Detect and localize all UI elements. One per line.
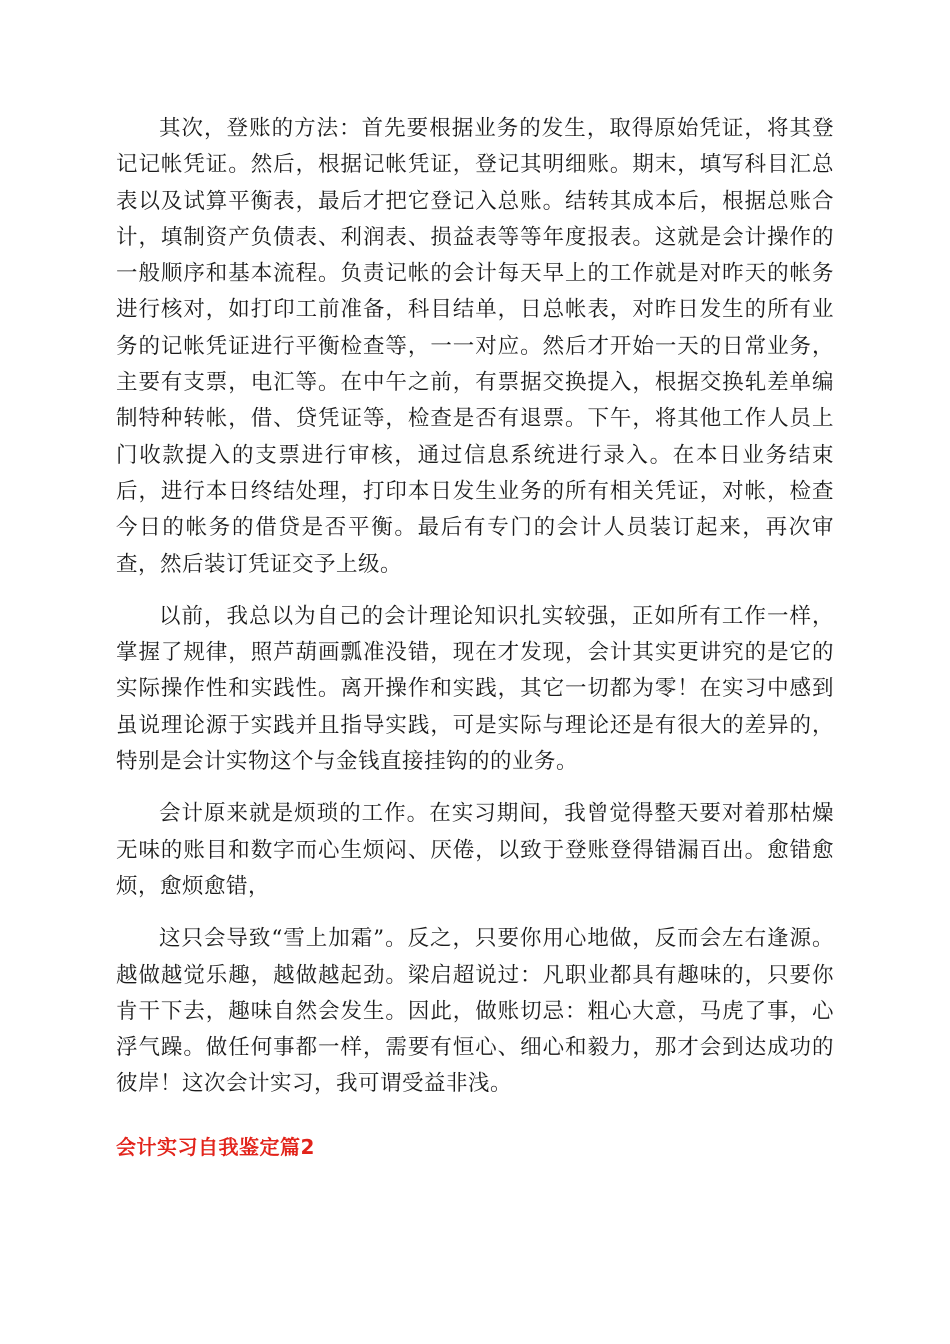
paragraph-bookkeeping-method: 其次，登账的方法：首先要根据业务的发生，取得原始凭证，将其登记记帐凭证。然后，根据记帐凭证，登记其明细账。期末，填写科目汇总表以及试算平衡表，最后才把它登记入总账。结转其成本后，根据总账合计，填制资产负债表、利润表、损益表等等年度报表。这就是会计操作的一般顺序和基本流程。负责记帐的会计每天早上的工作就是对昨天的帐务进行核对，如打印工前准备，科目结单，日总帐表，对昨日发生的所有业务的记帐凭证进行平衡检查等，一一对应。然后才开始一天的日常业务，主要有支票，电汇等。在中午之前，有票据交换提入，根据交换轧差单编制特种转帐，借、贷凭证等，检查是否有退票。下午，将其他工作人员上门收款提入的支票进行审核，通过信息系统进行录入。在本日业务结束后，进行本日终结处理，打印本日发生业务的所有相关凭证，对帐，检查今日的帐务的借贷是否平衡。最后有专门的会计人员装订起来，再次审查，然后装订凭证交予上级。 — [116, 116, 834, 577]
document-body — [116, 111, 834, 1162]
paragraph-theory-vs-practice: 以前，我总以为自己的会计理论知识扎实较强，正如所有工作一样，掌握了规律，照芦葫画瓢准没错，现在才发现，会计其实更讲究的是它的实际操作性和实践性。离开操作和实践，其它一切都为零！在实习中感到虽说理论源于实践并且指导实践，可是实际与理论还是有很大的差异的，特别是会计实物这个与金钱直接挂钩的的业务。 — [116, 603, 834, 775]
section-heading: 会计实习自我鉴定篇2 — [116, 1134, 315, 1159]
paragraph-conclusion: 这只会导致“雪上加霜”。反之，只要你用心地做，反而会左右逢源。越做越觉乐趣，越做越起劲。梁启超说过：凡职业都具有趣味的，只要你肯干下去，趣味自然会发生。因此，做账切忌：粗心大意，马虎了事，心浮气躁。做任何事都一样，需要有恒心、细心和毅力，那才会到达成功的彼岸！这次会计实习，我可谓受益非浅。 — [116, 926, 834, 1097]
paragraph-tedious-work: 会计原来就是烦琐的工作。在实习期间，我曾觉得整天要对着那枯燥无味的账目和数字而心生烦闷、厌倦，以致于登账登得错漏百出。愈错愈烦，愈烦愈错， — [116, 801, 834, 899]
